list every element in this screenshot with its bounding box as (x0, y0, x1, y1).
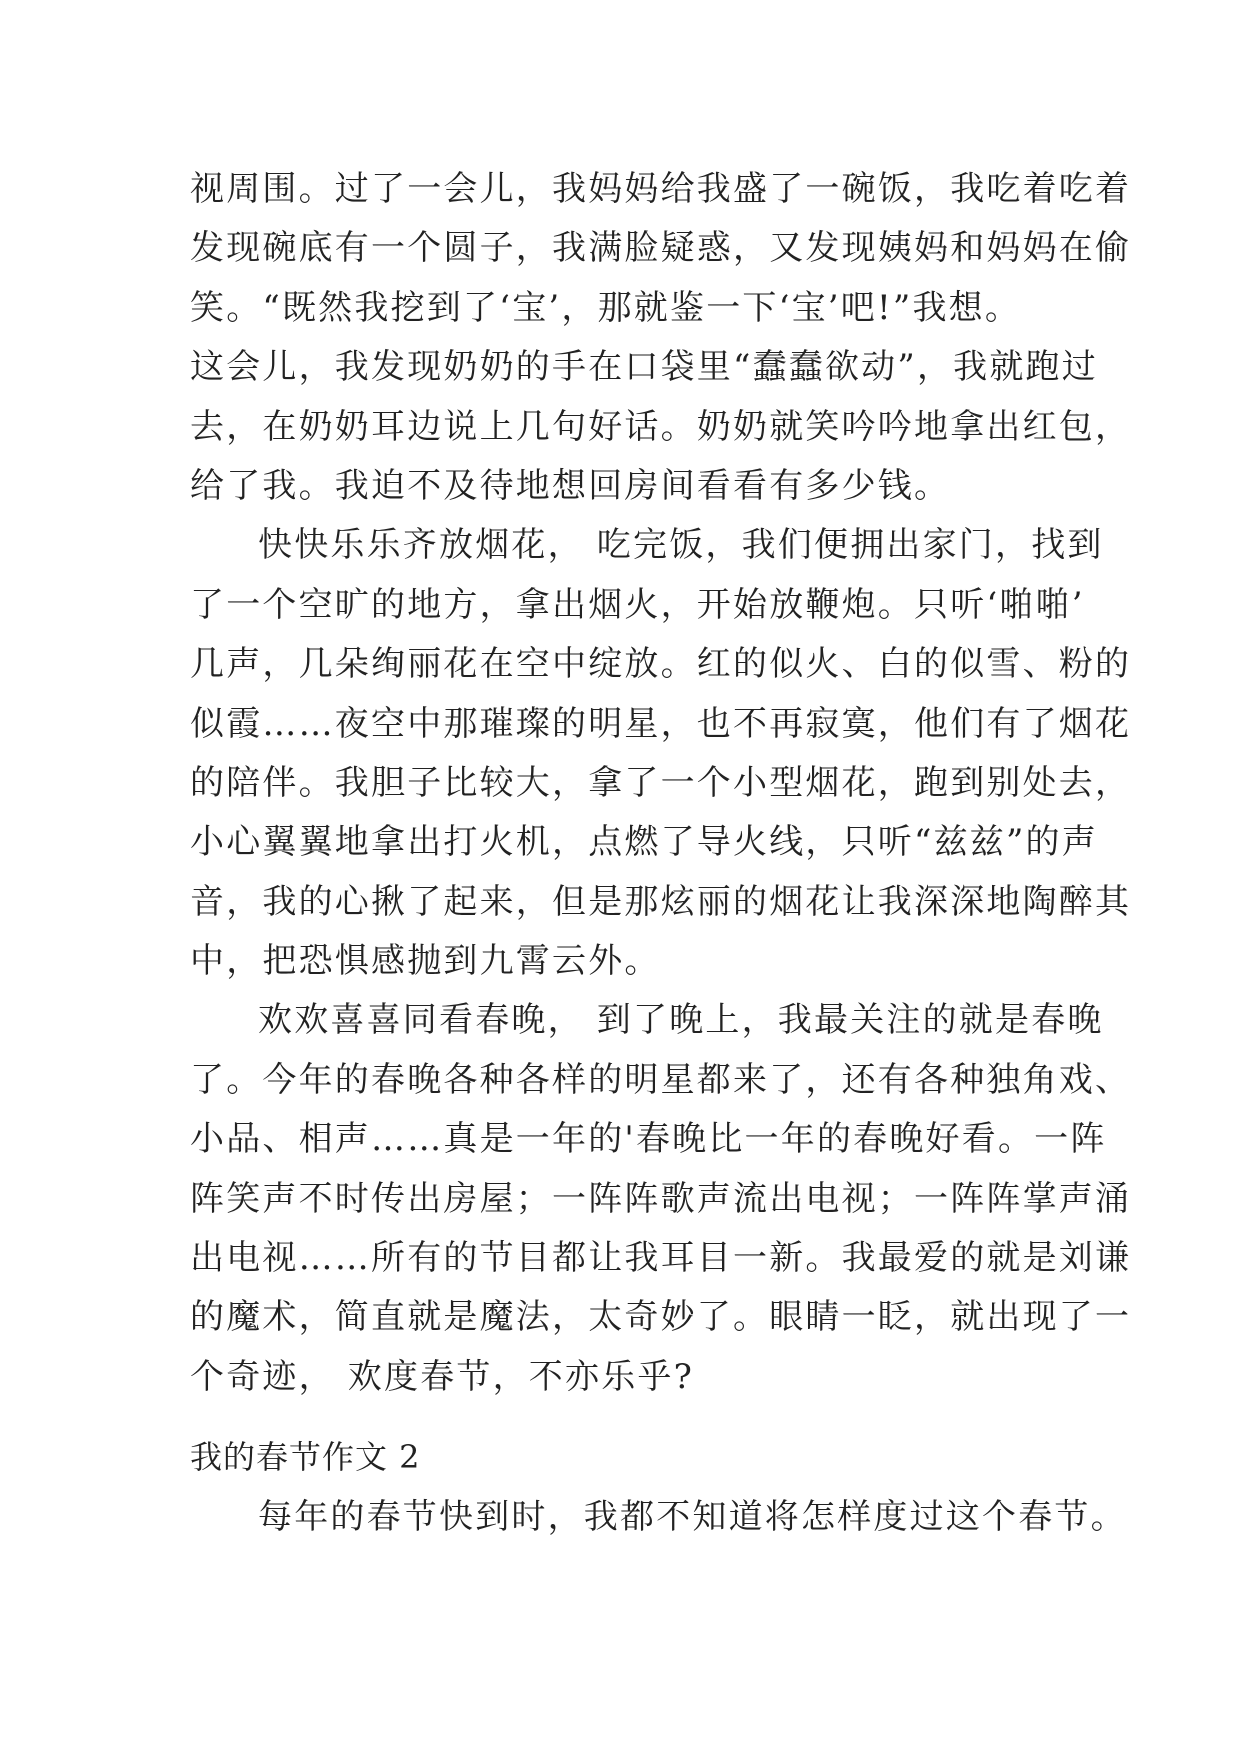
text-line: 视周围。过了一会儿，我妈妈给我盛了一碗饭，我吃着吃着 (190, 169, 1132, 209)
essay-body (190, 160, 1132, 1407)
text-line: 出电视……所有的节目都让我耳目一新。我最爱的就是刘谦 (190, 1238, 1132, 1279)
text-line: 去，在奶奶耳边说上几句好话。奶奶就笑吟吟地拿出红包， (190, 406, 1132, 447)
text-line: 阵笑声不时传出房屋；一阵阵歌声流出电视；一阵阵掌声涌 (190, 1178, 1132, 1219)
text-line: 了。今年的春晚各种各样的明星都来了，还有各种独角戏、 (190, 1059, 1132, 1100)
text-line: 这会儿，我发现奶奶的手在口袋里“蠢蠢欲动”，我就跑过 (190, 347, 1098, 388)
text-line: 几声，几朵绚丽花在空中绽放。红的似火、白的似雪、粉的 (190, 644, 1132, 685)
paragraph-first-line: 每年的春节快到时，我都不知道将怎样度过这个春节。 (258, 1497, 1127, 1537)
text-line: 音，我的心揪了起来，但是那炫丽的烟花让我深深地陶醉其 (190, 881, 1132, 922)
text-line: 小品、相声……真是一年的'春晚比一年的春晚好看。一阵 (190, 1119, 1107, 1160)
text-line: 发现碗底有一个圆子，我满脸疑惑，又发现姨妈和妈妈在偷 (190, 228, 1132, 269)
text-line: 给了我。我迫不及待地想回房间看看有多少钱。 (190, 465, 951, 506)
paragraph-first-line: 欢欢喜喜同看春晚， 到了晚上，我最关注的就是春晚 (258, 1000, 1104, 1041)
text-line: 小心翼翼地拿出打火机，点燃了导火线，只听“兹兹”的声 (190, 822, 1098, 863)
text-line: 似霞……夜空中那璀璨的明星，也不再寂寞，他们有了烟花 (190, 703, 1132, 744)
section-heading: 我的春节作文 2 (190, 1438, 421, 1476)
text-line: 的陪伴。我胆子比较大，拿了一个小型烟花，跑到别处去， (190, 762, 1132, 803)
paragraph-first-line: 快快乐乐齐放烟花， 吃完饭，我们便拥出家门，找到 (258, 525, 1104, 566)
text-line: 中，把恐惧感抛到九霄云外。 (190, 941, 661, 982)
text-line: 个奇迹， 欢度春节，不亦乐乎? (190, 1356, 695, 1397)
text-line: 的魔术，简直就是魔法，太奇妙了。眼睛一眨，就出现了一 (190, 1297, 1132, 1338)
text-line: 了一个空旷的地方，拿出烟火，开始放鞭炮。只听‘啪啪’ (190, 584, 1085, 625)
text-line: 笑。“既然我挖到了‘宝’，那就鉴一下‘宝’吧!”我想。 (190, 287, 1022, 328)
